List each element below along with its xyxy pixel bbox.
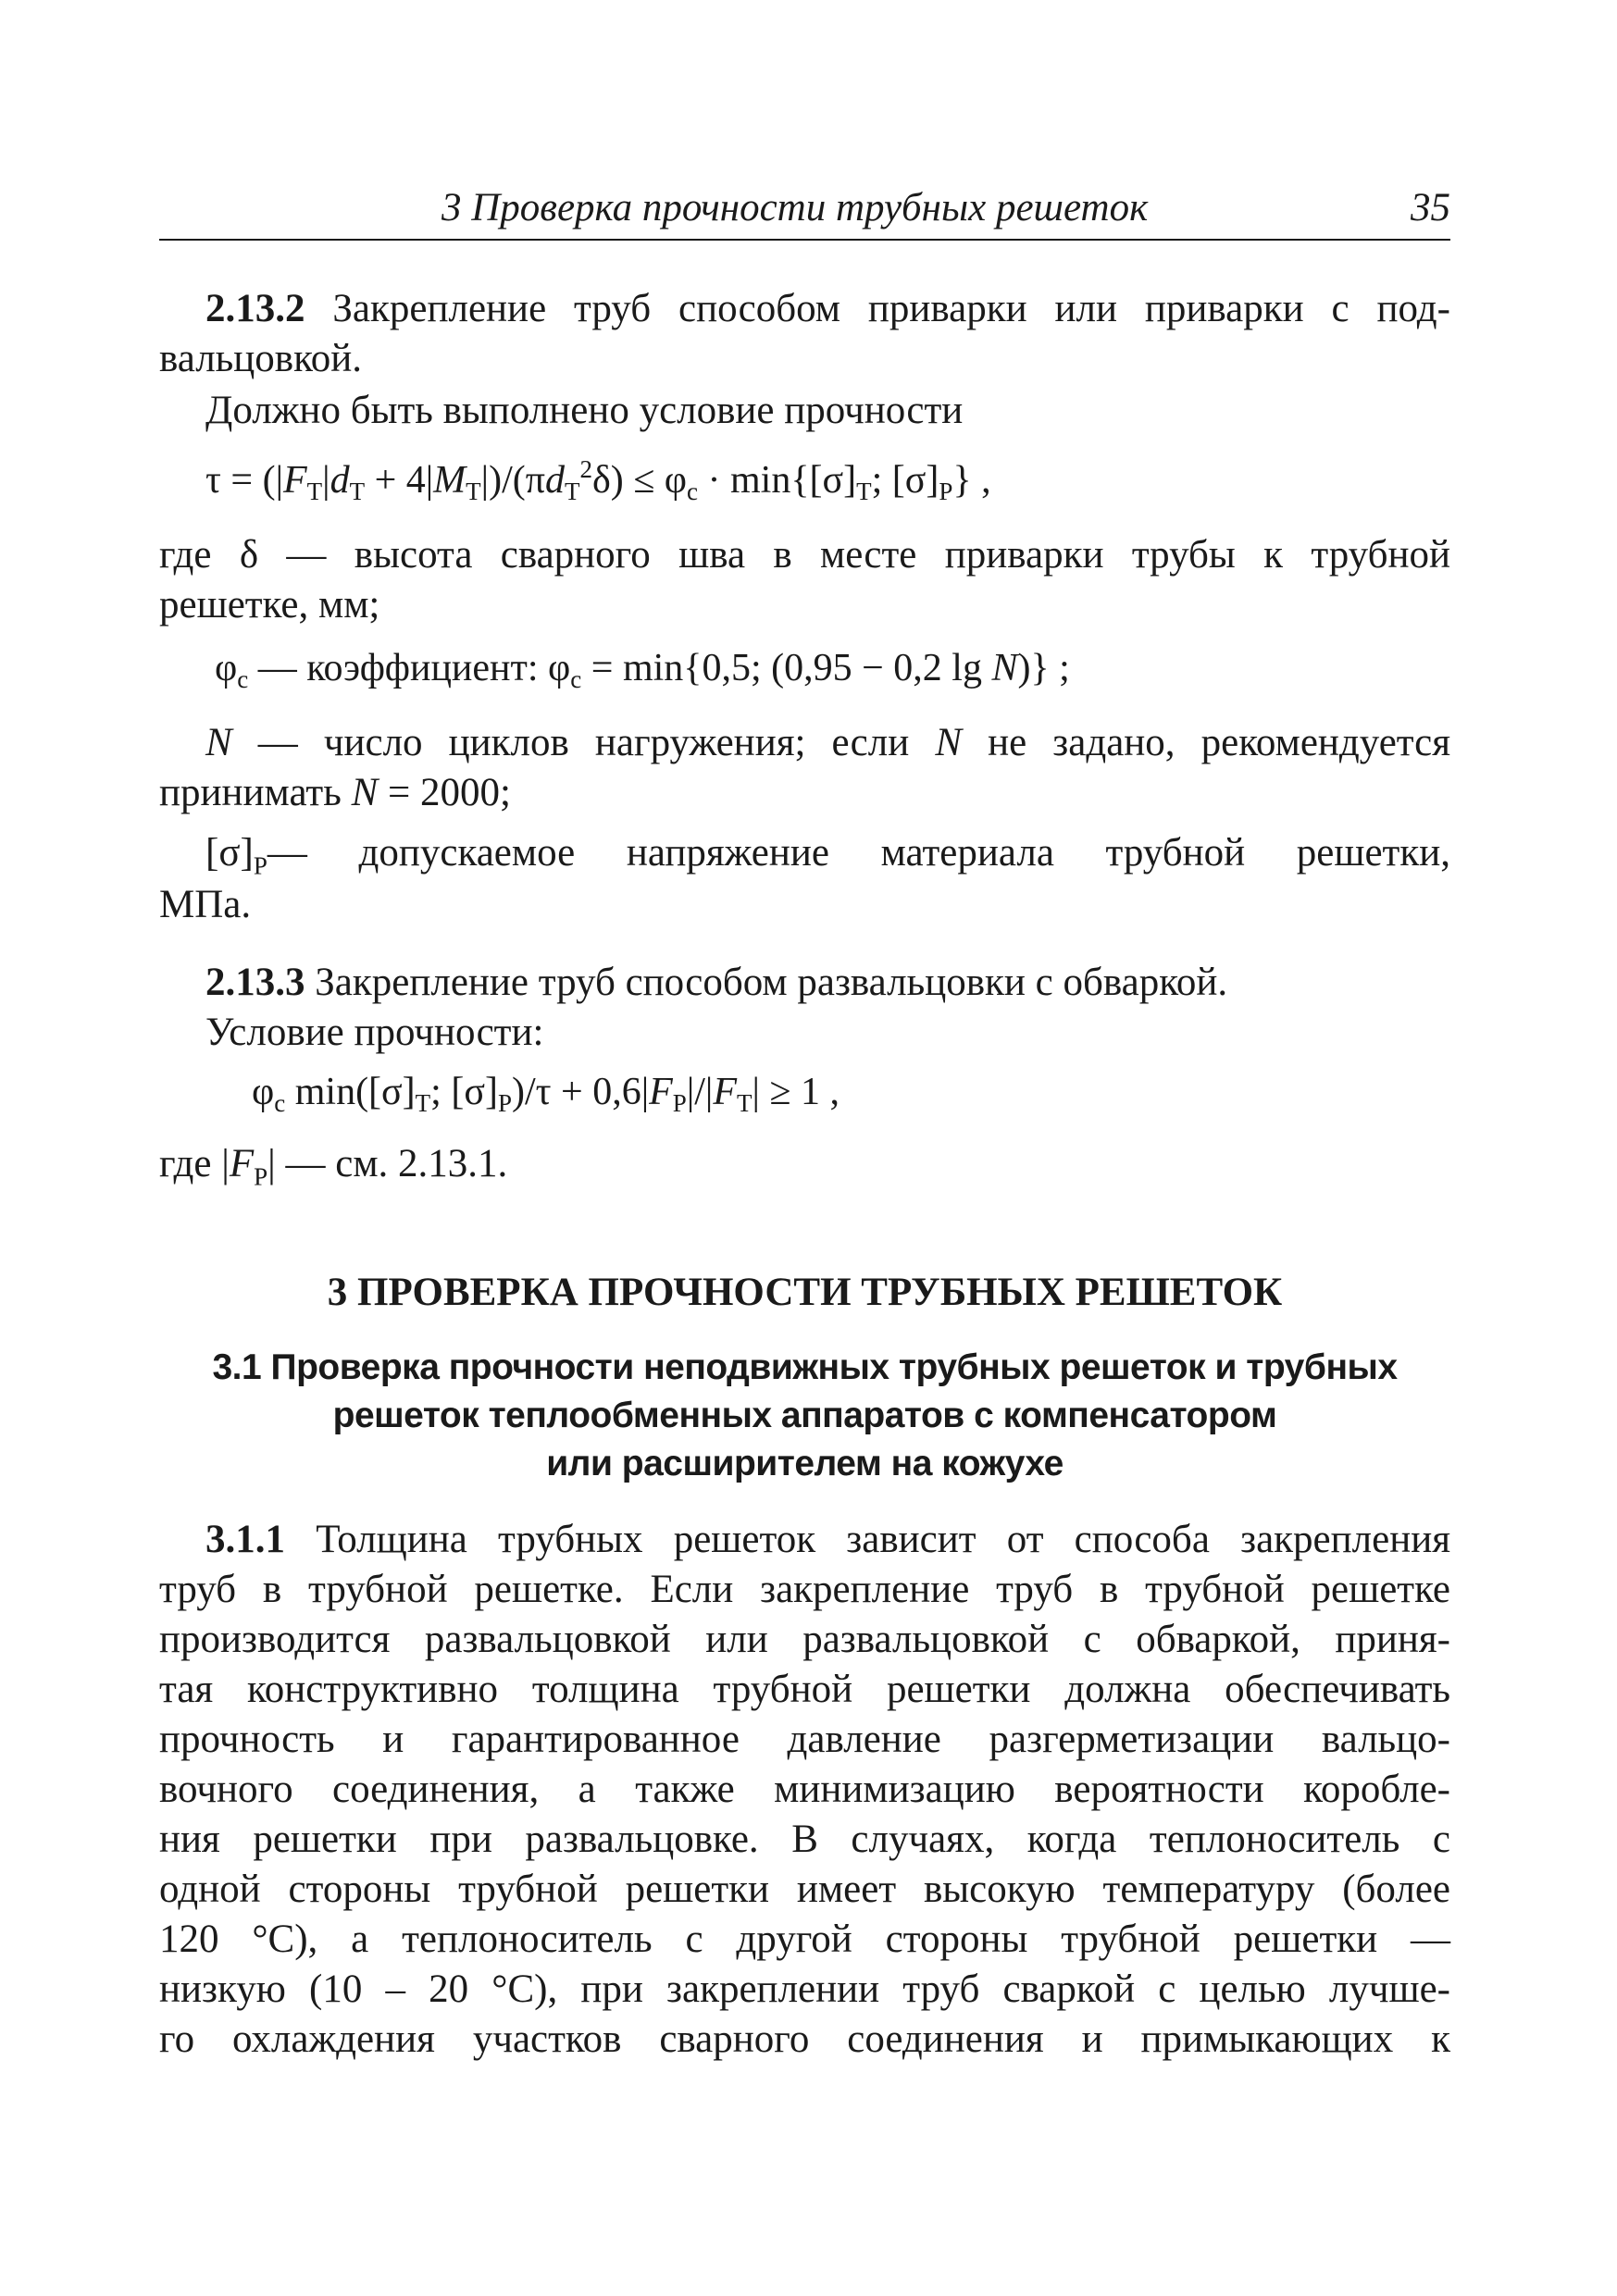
section-heading: 3 ПРОВЕРКА ПРОЧНОСТИ ТРУБНЫХ РЕШЕТОК — [327, 1271, 1283, 1314]
paragraph-line: го охлаждения участков сварного соединения и примыкающих к — [159, 2017, 1450, 2061]
paragraph-2-13-2-line1 — [159, 284, 1450, 334]
subsection-heading-line1: 3.1 Проверка прочности неподвижных трубных решеток и трубных — [212, 1347, 1398, 1387]
paragraph-line: вочного соединения, а также минимизацию вероятности коробле- — [159, 1768, 1450, 1811]
sigma-definition-line2: МПа. — [159, 883, 252, 926]
paragraph-3-1-1 — [159, 1515, 1450, 2065]
paragraph-line: производится развальцовкой или развальцовкой с обваркой, приня- — [159, 1618, 1450, 1661]
paragraph-line: труб в трубной решетке. Если закрепление труб в трубной решетке — [159, 1568, 1450, 1611]
subsection-heading-line2: решеток теплообменных аппаратов с компенсатором — [332, 1396, 1277, 1435]
where-F-reference: где $|F_Р|$ — см. 2.13.1. — [159, 1142, 508, 1191]
phi-definition: $\varphi_c$ — коэффициент: $\varphi_c = \min\{0,5$; (0,95 − 0,2 lg N)} ; — [215, 647, 1070, 693]
clause-text: Закрепление труб способом приварки или приварки с под- — [305, 287, 1450, 330]
n-definition-line2: принимать N = 2000; — [159, 771, 511, 814]
clause-number: 2.13.2 — [205, 287, 305, 330]
where-delta-line2: решетке, мм; — [159, 583, 380, 627]
paragraph-line: 120 °С), а теплоноситель с другой стороны трубной решетки — — [159, 1917, 1450, 1961]
paragraph-line: ния решетки при развальцовке. В случаях, когда теплоноситель с — [159, 1818, 1450, 1861]
paragraph-line: одной стороны трубной решетки имеет высокую температуру (более — [159, 1868, 1450, 1911]
page-number: 35 — [1411, 186, 1450, 230]
running-header — [159, 185, 1450, 241]
paragraph-line: прочность и гарантированное давление разгерметизации вальцо- — [159, 1718, 1450, 1761]
where-delta-line1: где δ — высота сварного шва в месте приварки трубы к трубной — [159, 533, 1450, 577]
condition-text-2: Условие прочности: — [205, 1011, 544, 1054]
paragraph-line: 3.1.1 Толщина трубных решеток зависит от способа закрепления — [205, 1518, 1450, 1561]
sigma-definition-line1: $[\sigma]_Р—$ допускаемое напряжение материала трубной решетки, — [205, 831, 1450, 880]
paragraph-2-13-2-line2: вальцовкой. — [159, 337, 363, 380]
formula-strength-condition: $\varphi_c$ $\min([\sigma]_Т$; $[\sigma]_Р)/\tau + 0,6|F_Р|/|F_Т| \ge 1$ , — [252, 1071, 840, 1117]
subsection-heading-line3: или расширителем на кожухе — [546, 1444, 1063, 1483]
paragraph-line: тая конструктивно толщина трубной решетки должна обеспечивать — [159, 1668, 1450, 1711]
formula-tau: $\tau = (|F_Т|d_Т + 4|M_Т|)/(\pi d_Т^2\delta) \le \varphi_c \cdot \min\{[\sigma]_Т$; $[\sigma]_Р$} , — [205, 455, 991, 505]
running-header-title: 3 Проверка прочности трубных решеток — [442, 186, 1149, 230]
n-definition-line1: N — число циклов нагружения; если N не задано, рекомендуется — [205, 721, 1450, 764]
paragraph-line: низкую (10 – 20 °С), при закреплении труб сваркой с целью лучше- — [159, 1967, 1450, 2011]
condition-text: Должно быть выполнено условие прочности — [205, 389, 964, 432]
paragraph-2-13-3: 2.13.3 Закрепление труб способом развальцовки с обваркой. — [205, 961, 1228, 1004]
